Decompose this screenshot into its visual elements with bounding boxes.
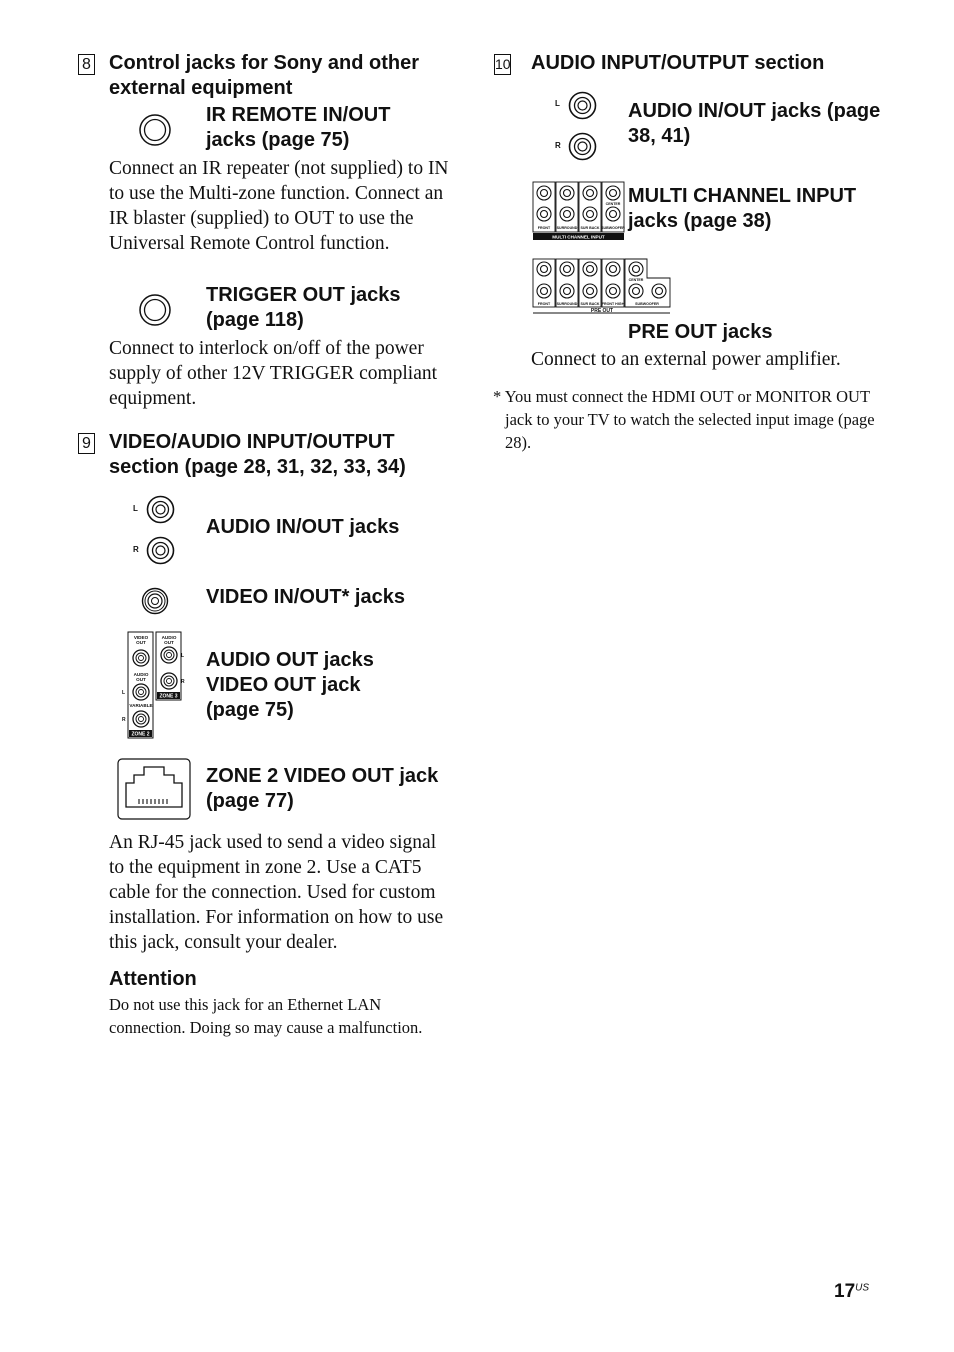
variable-label: VARIABLE bbox=[129, 703, 153, 708]
trigger-out-text: Connect to interlock on/off of the power supply of other 12V TRIGGER compliant equipment. bbox=[109, 338, 438, 409]
zone-out-page-ref: (page 75) bbox=[206, 699, 294, 721]
audio-out-label-2: OUT bbox=[164, 640, 174, 645]
footnote: * You must connect the HDMI OUT or MONITOR OUT jack to your TV to watch the selected input image (page 28). bbox=[493, 387, 875, 452]
video-jack-icon bbox=[140, 586, 170, 616]
svg-text:SURROUND: SURROUND bbox=[556, 226, 578, 230]
attention-text: Do not use this jack for an Ethernet LAN connection. Doing so may cause a malfunction. bbox=[109, 995, 423, 1037]
audio-out-label-1: AUDIO bbox=[161, 635, 177, 640]
section-10-title: AUDIO INPUT/OUTPUT section bbox=[531, 52, 825, 74]
svg-text:SURROUND: SURROUND bbox=[556, 302, 578, 306]
trigger-out-jack-icon bbox=[137, 292, 173, 328]
svg-text:L: L bbox=[122, 690, 126, 696]
ir-remote-heading: IR REMOTE IN/OUT jacks (page 75) bbox=[206, 104, 391, 151]
ir-remote-jack-icon bbox=[137, 112, 173, 148]
multi-channel-input-heading: MULTI CHANNEL INPUT jacks (page 38) bbox=[628, 185, 857, 232]
page-number bbox=[834, 1281, 869, 1303]
svg-text:SUR BACK: SUR BACK bbox=[580, 226, 600, 230]
zone-jack-panel-icon bbox=[120, 630, 188, 742]
rj45-jack-icon bbox=[117, 758, 191, 820]
zone-audio-out-heading: AUDIO OUT jacks bbox=[206, 649, 374, 671]
page-number-value: 17 bbox=[834, 1281, 856, 1302]
page-number-suffix: US bbox=[855, 1282, 870, 1294]
pre-out-heading: PRE OUT jacks bbox=[628, 321, 773, 343]
audio-r-jack-right-icon bbox=[567, 131, 598, 162]
section-8-title: Control jacks for Sony and other external equipment bbox=[109, 52, 420, 99]
multi-channel-input-badge: MULTI CHANNEL INPUT bbox=[552, 234, 605, 240]
pre-out-badge: PRE OUT bbox=[590, 308, 614, 314]
attention-title: Attention bbox=[109, 968, 197, 990]
audio-l-jack-right-icon bbox=[567, 90, 598, 121]
svg-text:FRONT HIGH: FRONT HIGH bbox=[601, 302, 625, 306]
svg-text:FRONT: FRONT bbox=[537, 226, 551, 230]
video-inout-heading: VIDEO IN/OUT* jacks bbox=[206, 586, 405, 608]
svg-text:L: L bbox=[181, 653, 185, 659]
svg-text:R: R bbox=[181, 679, 185, 685]
audio-inout-right-heading: AUDIO IN/OUT jacks (page 38, 41) bbox=[628, 100, 881, 147]
rj45-description: An RJ-45 jack used to send a video signal to the equipment in zone 2. Use a CAT5 cable for the connection. Used for custom installation. For information on how to use this jack, consult your dealer. bbox=[109, 832, 444, 953]
svg-text:SUR BACK: SUR BACK bbox=[580, 302, 600, 306]
audio-out-label-4: OUT bbox=[136, 677, 146, 682]
jack-label-r: R bbox=[133, 545, 139, 554]
zone-video-out-heading: VIDEO OUT jack bbox=[206, 674, 361, 696]
pre-out-panel-icon bbox=[532, 258, 672, 318]
pre-out-text: Connect to an external power amplifier. bbox=[531, 349, 841, 370]
section-number-8: 8 bbox=[78, 54, 95, 75]
trigger-out-heading: TRIGGER OUT jacks (page 118) bbox=[206, 284, 401, 331]
audio-r-jack-icon bbox=[145, 535, 176, 566]
svg-text:FRONT: FRONT bbox=[537, 302, 551, 306]
video-out-label-2: OUT bbox=[136, 640, 146, 645]
jack-label-l-right: L bbox=[555, 99, 560, 108]
section-number-10: 10 bbox=[494, 54, 511, 75]
audio-l-jack-icon bbox=[145, 494, 176, 525]
zone2-badge: ZONE 2 bbox=[131, 731, 150, 738]
section-number-9: 9 bbox=[78, 433, 95, 454]
zone2-video-out-heading: ZONE 2 VIDEO OUT jack (page 77) bbox=[206, 765, 439, 812]
svg-text:CENTER: CENTER bbox=[628, 278, 644, 282]
section-9-title: VIDEO/AUDIO INPUT/OUTPUT section (page 28, 31, 32, 33, 34) bbox=[109, 431, 406, 478]
svg-text:SUBWOOFER: SUBWOOFER bbox=[635, 302, 659, 306]
jack-label-l: L bbox=[133, 504, 138, 513]
audio-inout-heading: AUDIO IN/OUT jacks bbox=[206, 516, 400, 538]
multi-channel-input-panel-icon bbox=[532, 181, 626, 241]
audio-out-label-3: AUDIO bbox=[133, 672, 149, 677]
svg-text:R: R bbox=[122, 717, 126, 723]
svg-text:SUBWOOFER: SUBWOOFER bbox=[601, 226, 625, 230]
zone3-badge: ZONE 3 bbox=[159, 693, 178, 700]
jack-label-r-right: R bbox=[555, 141, 561, 150]
video-out-label-1: VIDEO bbox=[133, 635, 149, 640]
svg-text:CENTER: CENTER bbox=[605, 202, 621, 206]
ir-remote-text: Connect an IR repeater (not supplied) to IN to use the Multi-zone function. Connect an IR blaster (supplied) to OUT to use the Universal Remote Control function. bbox=[109, 158, 449, 254]
